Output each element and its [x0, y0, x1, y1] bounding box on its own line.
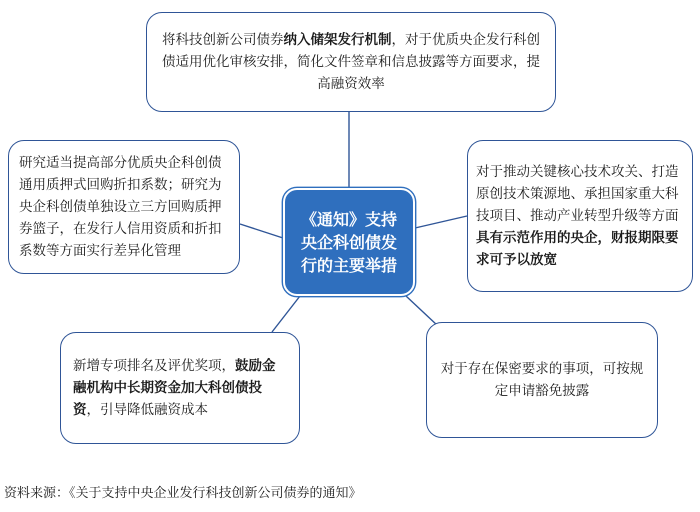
measure-box-bottom-right [426, 322, 658, 438]
measure-right-text-bold: 具有示范作用的央企，财报期限要求可予以放宽 [476, 230, 679, 268]
center-title-line-3: 行的主要举措 [300, 255, 397, 275]
measure-box-top [146, 12, 556, 112]
measure-bottom-left-text-bold: 鼓励金融机构中长期资金加大科创债投资 [73, 358, 276, 418]
measure-box-left [8, 140, 240, 274]
center-topic-box [283, 188, 415, 296]
measure-right-text-start: 对于推动关键核心技术攻关、打造原创技术策源地、承担国家重大科技项目、推动产业转型升级等方面 [476, 164, 679, 224]
measure-left-text: 研究适当提高部分优质央企科创债通用质押式回购折扣系数；研究为央企科创债单独设立三方回购质押券篮子，在发行人信用资质和折扣系数等方面实行差异化管理 [19, 155, 222, 259]
measure-top-text-bold: 纳入储架发行机制 [283, 32, 392, 48]
center-title-line-2: 央企科创债发 [300, 232, 397, 252]
connector-bottom-left [272, 296, 300, 332]
measure-bottom-left-text-start: 新增专项排名及评优奖项， [73, 358, 235, 374]
measure-top-text-end: ，对于优质央企发行科创债适用优化审核安排，简化文件签章和信息披露等方面要求，提高融资效率 [162, 32, 540, 92]
measure-box-bottom-left [60, 332, 300, 444]
connector-bottom-right [406, 296, 438, 326]
center-title-line-1: 《通知》支持 [300, 209, 397, 229]
measure-top-text-start: 将科技创新公司债券 [162, 32, 284, 48]
connector-left [240, 224, 283, 238]
connector-right [415, 216, 467, 228]
source-note: 资料来源：《关于支持中央企业发行科技创新公司债券的通知》 [4, 486, 362, 501]
measure-bottom-left-text-end: ，引导降低融资成本 [86, 402, 208, 418]
measure-bottom-right-text: 对于存在保密要求的事项，可按规定申请豁免披露 [440, 361, 644, 399]
measure-box-right [467, 140, 693, 292]
